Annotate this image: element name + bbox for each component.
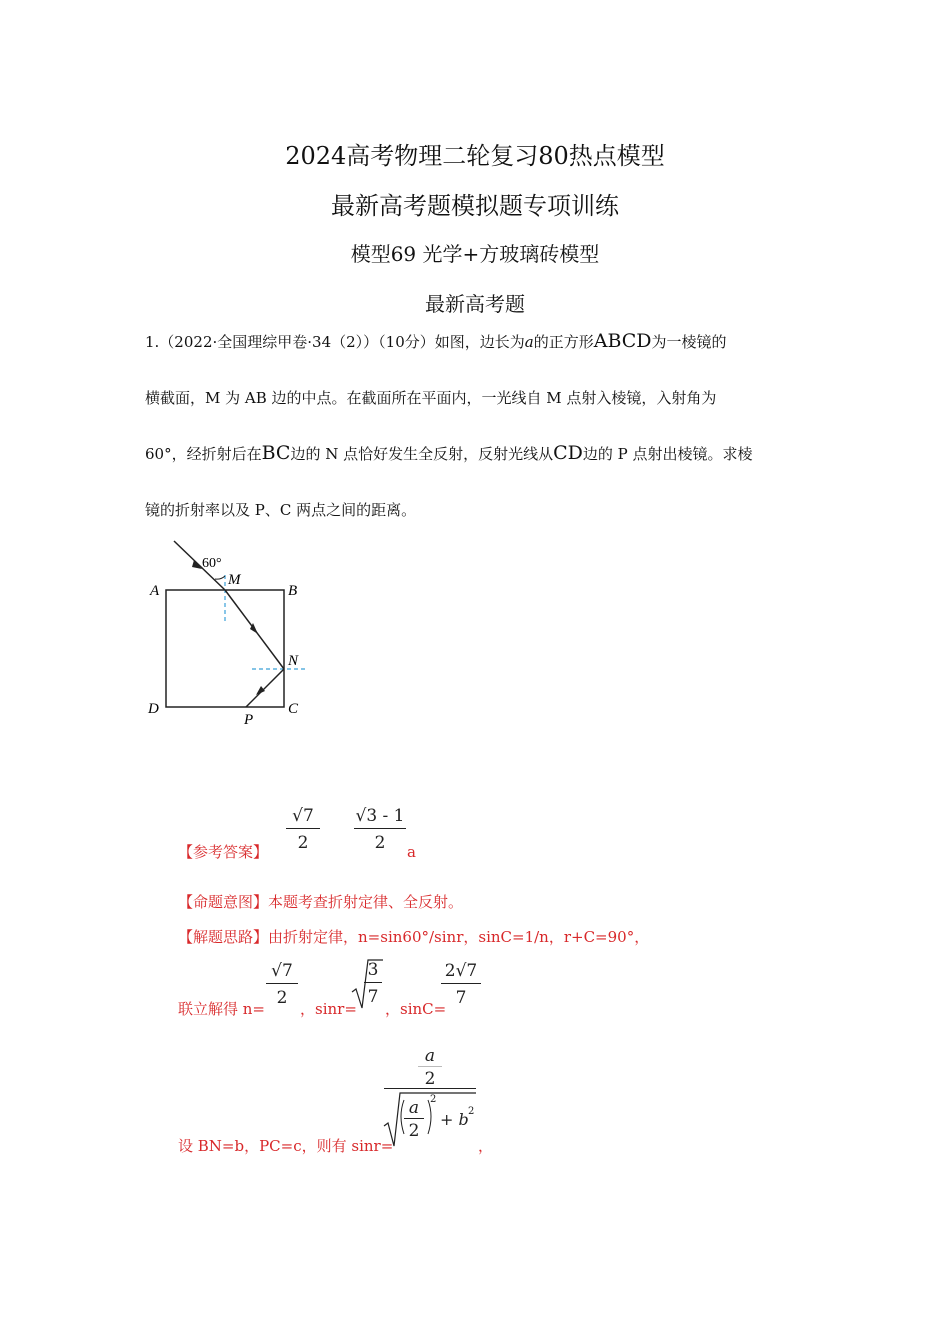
solve-n-denominator: 2 bbox=[266, 983, 298, 1008]
title-model: 模型69 光学+方玻璃砖模型 bbox=[350, 242, 600, 266]
sinc-denominator: 7 bbox=[441, 983, 481, 1008]
question-line-2: 横截面，M 为 AB 边的中点。在截面所在平面内，一光线自 M 点射入棱镜，入射角为 bbox=[145, 389, 717, 407]
big-b-exp: 2 bbox=[468, 1106, 475, 1117]
intent-line: 【命题意图】本题考查折射定律、全反射。 bbox=[178, 893, 464, 911]
sinr-fraction bbox=[364, 960, 382, 1007]
answer-n-denominator: 2 bbox=[286, 828, 320, 853]
bn-tail-comma: ， bbox=[478, 1137, 494, 1155]
question-line-3: 60°，经折射后在BC边的 N 点恰好发生全反射，反射光线从CD边的 P 点射出棱镜。求棱 bbox=[145, 442, 753, 464]
angle-label: 60° bbox=[202, 556, 222, 571]
answer-pc-denominator: 2 bbox=[354, 828, 406, 853]
angle-arc bbox=[215, 576, 225, 579]
reflected-ray bbox=[246, 669, 284, 707]
sinc-fraction bbox=[441, 961, 481, 1008]
answer-pc-fraction bbox=[354, 806, 406, 853]
title-sub: 最新高考题模拟题专项训练 bbox=[331, 192, 619, 220]
title-main: 2024高考物理二轮复习80热点模型 bbox=[285, 142, 665, 170]
label-a: A bbox=[150, 583, 160, 599]
big-numerator: a 2 bbox=[418, 1046, 442, 1089]
prism-diagram bbox=[140, 535, 330, 735]
section-heading: 最新高考题 bbox=[425, 292, 525, 316]
answer-pc-unit: a bbox=[407, 843, 416, 861]
sinr-prefix: ，sinr= bbox=[300, 1000, 357, 1018]
incident-arrow bbox=[192, 560, 202, 569]
big-fraction-bar bbox=[384, 1088, 476, 1089]
big-plus-b: + b bbox=[440, 1110, 469, 1129]
label-p: P bbox=[244, 712, 254, 728]
prism-square bbox=[166, 590, 284, 707]
big-exp: 2 bbox=[430, 1094, 437, 1105]
label-c: C bbox=[288, 701, 299, 717]
solve-n-numerator: √7 bbox=[271, 961, 293, 981]
idea-line: 【解题思路】由折射定律，n=sin60°/sinr，sinC=1/n，r+C=90°， bbox=[178, 928, 650, 946]
solve-prefix: 联立解得 n= bbox=[178, 1000, 265, 1018]
label-b: B bbox=[288, 583, 298, 599]
reflected-arrow bbox=[256, 686, 265, 695]
sinc-prefix: ，sinC= bbox=[385, 1000, 447, 1018]
big-inner-fraction: a 2 bbox=[404, 1098, 424, 1141]
label-m: M bbox=[228, 572, 241, 588]
label-d: D bbox=[148, 701, 159, 717]
answer-label: 【参考答案】 bbox=[178, 843, 269, 861]
question-line-4: 镜的折射率以及 P、C 两点之间的距离。 bbox=[145, 501, 417, 519]
answer-n-numerator: √7 bbox=[292, 806, 314, 826]
question-line-1: 1.（2022·全国理综甲卷·34（2））（10分）如图，边长为a的正方形ABCD为一棱镜的 bbox=[145, 330, 727, 352]
answer-pc-numerator: √3 - 1 bbox=[355, 806, 405, 826]
bn-prefix: 设 BN=b，PC=c，则有 sinr= bbox=[178, 1137, 394, 1155]
solve-n-fraction bbox=[266, 961, 298, 1008]
sinr-numerator: 3 bbox=[367, 960, 379, 980]
sinr-denominator: 7 bbox=[364, 982, 382, 1007]
answer-n-fraction bbox=[286, 806, 320, 853]
label-n: N bbox=[288, 653, 299, 669]
sinc-numerator: 2√7 bbox=[444, 961, 478, 981]
